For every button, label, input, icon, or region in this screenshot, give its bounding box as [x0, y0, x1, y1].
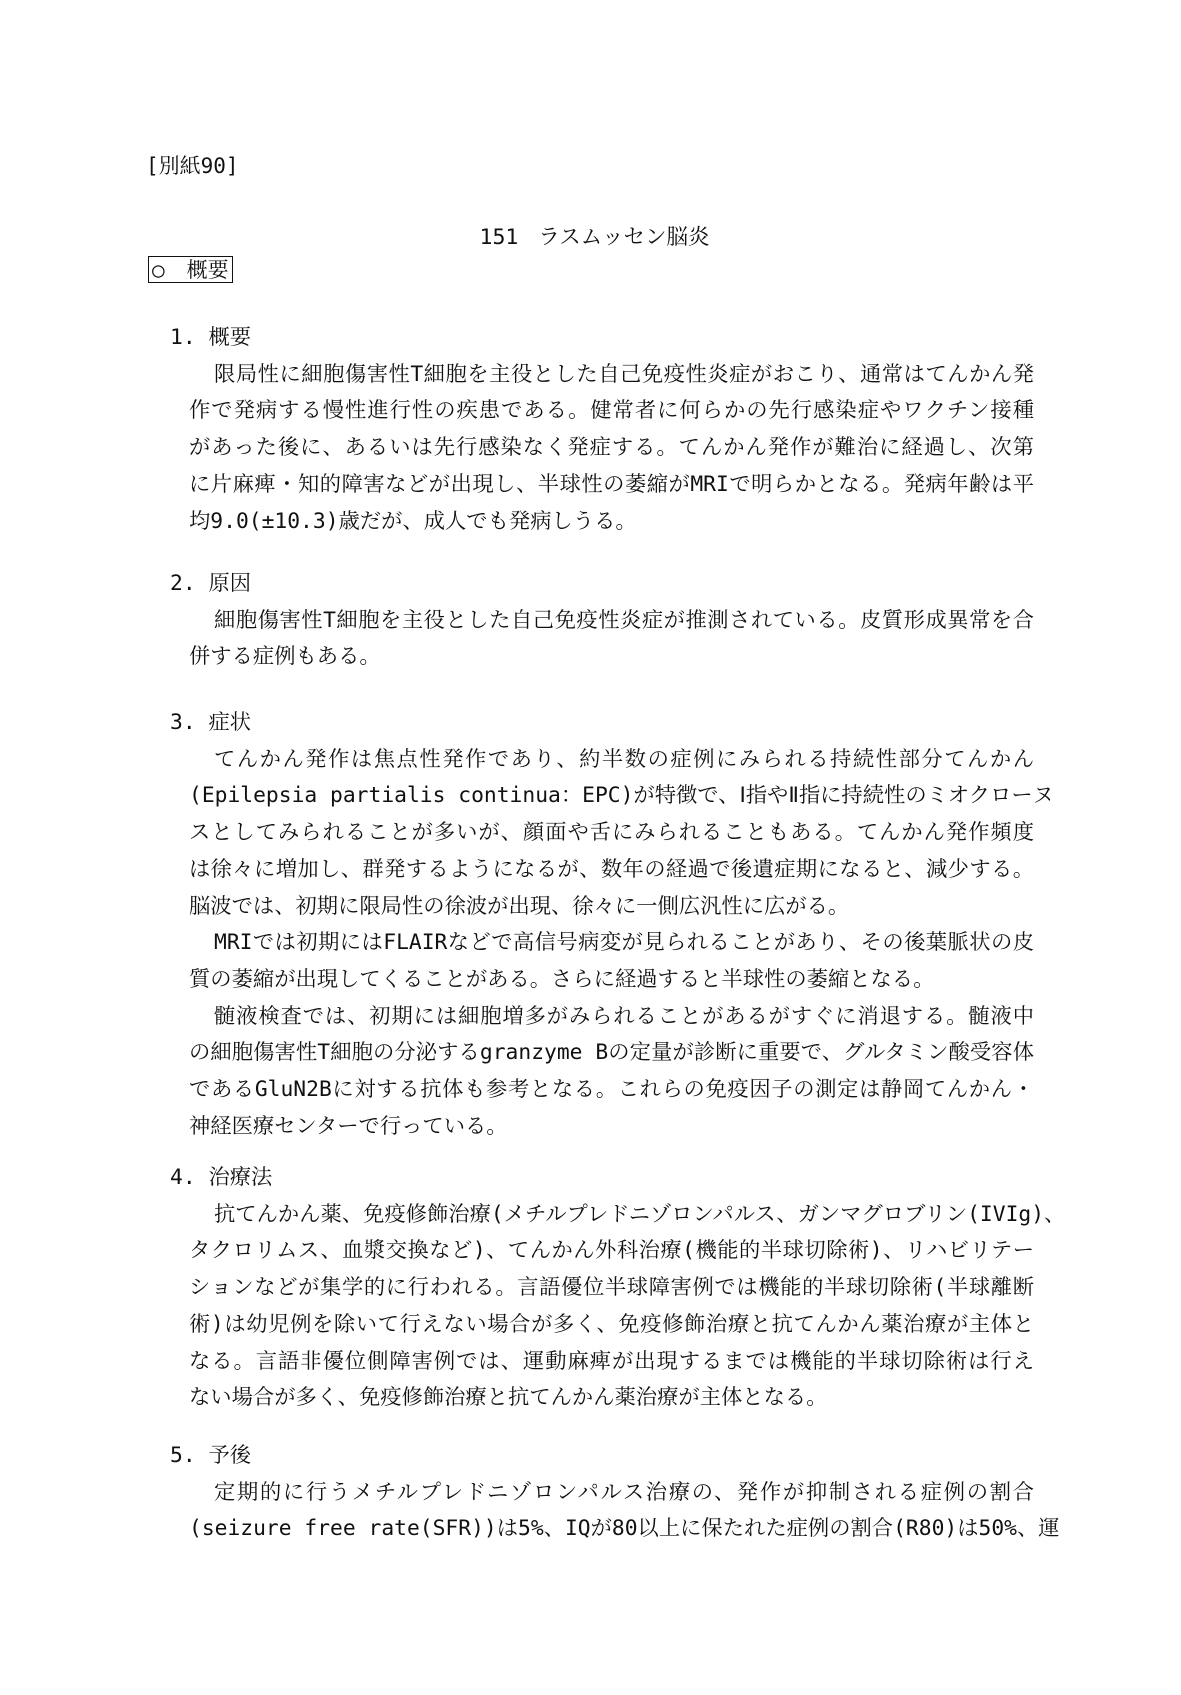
- section-treatment: [0, 1160, 1181, 1417]
- paragraph-line: 術)は幼児例を除いて行えない場合が多く、免疫修飾治療と抗てんかん薬治療が主体と: [189, 1311, 1034, 1337]
- paragraph-line: 抗てんかん薬、免疫修飾治療(メチルプレドニゾロンパルス、ガンマグロブリン(IVIg)、: [214, 1201, 1066, 1227]
- paragraph-line: (Epilepsia partialis continua：EPC)が特徴で、Ⅰ指やⅡ指に持続性のミオクローヌ: [189, 783, 1054, 809]
- section-heading: 5. 予後: [170, 1443, 252, 1468]
- attachment-label: [別紙90]: [146, 154, 239, 178]
- paragraph-line: 脳波では、初期に限局性の徐波が出現、徐々に一側広汎性に広がる。: [189, 893, 850, 919]
- circle-icon: ○: [152, 258, 165, 282]
- section-symptoms: [0, 705, 1181, 1145]
- paragraph-line: てんかん発作は焦点性発作であり、約半数の症例にみられる持続性部分てんかん: [214, 746, 1034, 772]
- paragraph-line: 細胞傷害性T細胞を主役とした自己免疫性炎症が推測されている。皮質形成異常を合: [214, 607, 1034, 633]
- paragraph-line: MRIでは初期にはFLAIRなどで高信号病変が見られることがあり、その後葉脈状の皮: [214, 930, 1034, 956]
- overview-label: 概要: [186, 258, 229, 282]
- paragraph-line: スとしてみられることが多いが、顔面や舌にみられることもある。てんかん発作頻度: [189, 820, 1034, 846]
- paragraph-line: なる。言語非優位側障害例では、運動麻痺が出現するまでは機能的半球切除術は行え: [189, 1348, 1034, 1374]
- overview-box: [148, 256, 233, 283]
- section-overview: [0, 320, 1181, 540]
- paragraph-line: 質の萎縮が出現してくることがある。さらに経過すると半球性の萎縮となる。: [189, 966, 935, 992]
- disease-number: 151: [479, 225, 519, 250]
- paragraph-line: 併する症例もある。: [189, 644, 381, 670]
- paragraph-line: は徐々に増加し、群発するようになるが、数年の経過で後遺症期になると、減少する。: [189, 856, 1034, 882]
- paragraph-line: 限局性に細胞傷害性T細胞を主役とした自己免疫性炎症がおこり、通常はてんかん発: [214, 361, 1034, 387]
- paragraph-line: 神経医療センターで行っている。: [189, 1113, 508, 1139]
- page-title: [0, 220, 1181, 251]
- section-prognosis: [0, 1438, 1181, 1548]
- section-heading: 2. 原因: [170, 571, 252, 596]
- disease-name: ラスムッセン脳炎: [538, 225, 710, 250]
- section-heading: 3. 症状: [170, 710, 252, 735]
- section-cause: [0, 566, 1181, 676]
- paragraph-line: ない場合が多く、免疫修飾治療と抗てんかん薬治療が主体となる。: [189, 1385, 828, 1411]
- paragraph-line: ションなどが集学的に行われる。言語優位半球障害例では機能的半球切除術(半球離断: [189, 1275, 1034, 1301]
- paragraph-line: 定期的に行うメチルプレドニゾロンパルス治療の、発作が抑制される症例の割合: [214, 1479, 1034, 1505]
- paragraph-line: 髄液検査では、初期には細胞増多がみられることがあるがすぐに消退する。髄液中: [214, 1003, 1034, 1029]
- section-heading: 4. 治療法: [170, 1165, 273, 1190]
- paragraph-line: の細胞傷害性T細胞の分泌するgranzyme Bの定量が診断に重要で、グルタミン酸受容体: [189, 1040, 1034, 1066]
- paragraph-line: があった後に、あるいは先行感染なく発症する。てんかん発作が難治に経過し、次第: [189, 435, 1034, 461]
- paragraph-line: タクロリムス、血漿交換など)、てんかん外科治療(機能的半球切除術)、リハビリテー: [189, 1238, 1034, 1264]
- paragraph-line: 作で発病する慢性進行性の疾患である。健常者に何らかの先行感染症やワクチン接種: [189, 398, 1034, 424]
- paragraph-line: 均9.0(±10.3)歳だが、成人でも発病しうる。: [189, 508, 637, 534]
- paragraph-line: に片麻痺・知的障害などが出現し、半球性の萎縮がMRIで明らかとなる。発病年齢は平: [189, 471, 1034, 497]
- paragraph-line: であるGluN2Bに対する抗体も参考となる。これらの免疫因子の測定は静岡てんかん・: [189, 1077, 1034, 1103]
- paragraph-line: (seizure free rate(SFR))は5%、IQが80以上に保たれた症例の割合(R80)は50%、運: [189, 1516, 1060, 1542]
- section-heading: 1. 概要: [170, 325, 252, 350]
